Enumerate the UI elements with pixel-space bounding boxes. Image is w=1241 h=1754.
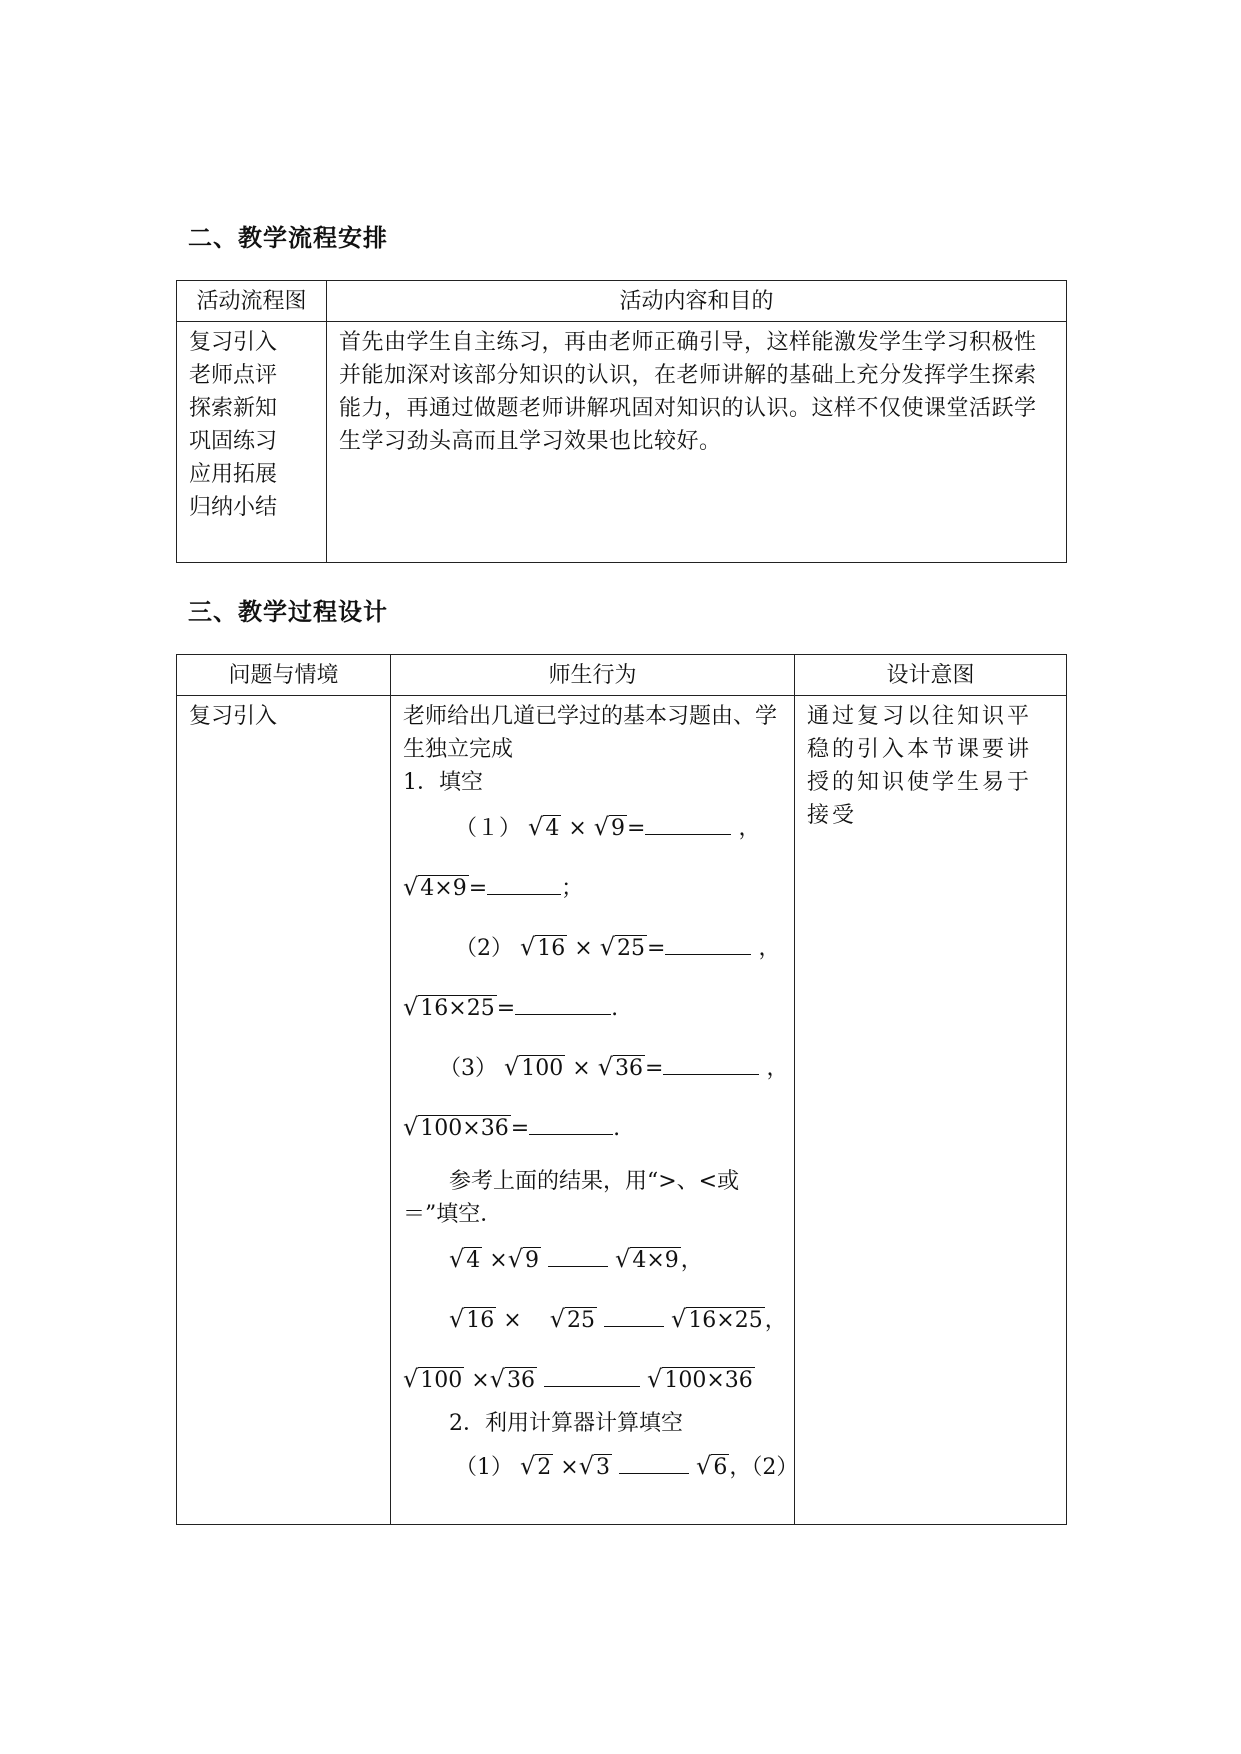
design-intent-cell: 通过复习以往知识平稳的引入本节课要讲授的知识使学生易于接受 <box>795 696 1067 1525</box>
process-col1-header: 问题与情境 <box>177 655 391 696</box>
radicand: 9 <box>525 1248 540 1273</box>
sqrt-expression <box>403 1109 511 1147</box>
section3-heading: 三、教学过程设计 <box>188 598 388 626</box>
radicand: 4 <box>545 816 560 841</box>
sqrt-icon: √ <box>489 1365 506 1393</box>
process-table-header-row <box>177 655 1067 696</box>
sqrt-expression <box>520 1448 553 1486</box>
radicand: 4×9 <box>632 1248 679 1273</box>
sqrt-expression <box>403 869 469 907</box>
sqrt-icon: √ <box>520 933 536 961</box>
sqrt-expression <box>647 1361 755 1399</box>
q1-product-line <box>403 869 782 907</box>
q2-line <box>403 929 782 967</box>
flow-steps-cell <box>177 322 327 563</box>
times-sign: × <box>489 1248 508 1273</box>
times-sign: × <box>560 1455 579 1480</box>
sqrt-expression <box>579 1448 612 1486</box>
compare-instruction: 参考上面的结果，用“>、<或＝”填空． <box>403 1169 740 1227</box>
answer-blank[interactable] <box>663 1056 759 1075</box>
compare-line-1 <box>403 1241 782 1279</box>
end-mark: . <box>611 996 619 1021</box>
flow-step: 应用拓展 <box>189 462 278 487</box>
equals-sign: = <box>645 1056 664 1081</box>
sqrt-expression <box>696 1448 729 1486</box>
compare-blank[interactable] <box>544 1368 640 1387</box>
sqrt-icon: √ <box>597 1053 614 1081</box>
equals-sign: = <box>627 816 646 841</box>
q2-product-line <box>403 989 782 1027</box>
sqrt-icon: √ <box>647 1365 663 1393</box>
radicand: 100×36 <box>420 1116 509 1141</box>
section2-heading: 二、教学流程安排 <box>188 224 388 252</box>
flow-description-cell: 首先由学生自主练习，再由老师正确引导，这样能激发学生学习积极性并能加深对该部分知识的认识，在老师讲解的基础上充分发挥学生探索能力，再通过做题老师讲解巩固对知识的认识。这样不仅使课堂活跃学生学习劲头高而且学习效果也比较好。 <box>327 322 1067 563</box>
radicand: 25 <box>567 1308 596 1333</box>
calc-line <box>403 1448 799 1486</box>
radicand: 100 <box>420 1368 463 1393</box>
equals-sign: = <box>468 876 488 901</box>
compare-line-2 <box>403 1301 787 1339</box>
sqrt-icon: √ <box>615 1245 631 1273</box>
answer-blank[interactable] <box>487 876 561 895</box>
times-sign: × <box>471 1368 490 1393</box>
times-sign: × <box>574 936 593 961</box>
sqrt-icon: √ <box>403 1113 419 1141</box>
radicand: 25 <box>617 936 646 961</box>
item1-label: 1．填空 <box>403 770 483 795</box>
item2-label: 2．利用计算器计算填空 <box>449 1411 683 1436</box>
sqrt-expression <box>449 1301 496 1339</box>
q3-product-line <box>403 1109 782 1147</box>
radicand: 16 <box>466 1308 495 1333</box>
process-col2-header: 师生行为 <box>391 655 795 696</box>
q1-label: （１） <box>455 816 522 841</box>
equals-sign: = <box>510 1116 530 1141</box>
times-sign: × <box>572 1056 591 1081</box>
teacher-student-cell <box>391 696 799 1525</box>
times-sign: × <box>503 1308 522 1333</box>
flow-steps-list <box>189 326 314 524</box>
comma: ， <box>764 1308 787 1333</box>
sqrt-icon: √ <box>403 873 419 901</box>
sqrt-icon: √ <box>403 1365 419 1393</box>
flow-step: 归纳小结 <box>189 495 278 520</box>
equals-sign: = <box>647 936 666 961</box>
separator: ， <box>729 1455 752 1480</box>
radicand: 2 <box>537 1455 552 1480</box>
process-table-body-row <box>177 696 1067 1525</box>
radicand: 3 <box>596 1455 611 1480</box>
sqrt-icon: √ <box>504 1053 520 1081</box>
flow-step: 老师点评 <box>189 363 278 388</box>
sqrt-expression <box>520 929 567 967</box>
flow-table <box>176 280 1067 563</box>
radicand: 4 <box>466 1248 481 1273</box>
q3-line <box>403 1049 789 1087</box>
radicand: 36 <box>615 1056 644 1081</box>
calc-label: （1） <box>455 1455 513 1480</box>
answer-blank[interactable] <box>665 936 751 955</box>
flow-col1-header: 活动流程图 <box>177 281 327 322</box>
radicand: 4×9 <box>420 876 467 901</box>
sqrt-expression <box>600 929 647 967</box>
sqrt-expression <box>594 809 627 847</box>
times-sign: × <box>568 816 587 841</box>
sqrt-expression <box>403 989 497 1027</box>
sqrt-expression <box>615 1241 681 1279</box>
radicand: 100×36 <box>664 1368 753 1393</box>
radicand: 100 <box>521 1056 564 1081</box>
flow-step: 探索新知 <box>189 396 278 421</box>
sqrt-icon: √ <box>449 1305 465 1333</box>
sqrt-icon: √ <box>449 1245 465 1273</box>
compare-blank[interactable] <box>604 1308 664 1327</box>
comma: ， <box>738 816 761 841</box>
sqrt-icon: √ <box>593 813 610 841</box>
radicand: 16×25 <box>420 996 495 1021</box>
flow-table-header-row <box>177 281 1067 322</box>
process-col3-header: 设计意图 <box>795 655 1067 696</box>
sqrt-expression <box>504 1049 565 1087</box>
sqrt-icon: √ <box>507 1245 524 1273</box>
comma: ， <box>680 1248 703 1273</box>
radicand: 36 <box>507 1368 536 1393</box>
sqrt-icon: √ <box>599 933 616 961</box>
comma: ， <box>766 1056 789 1081</box>
flow-step: 巩固练习 <box>189 429 278 454</box>
sqrt-icon: √ <box>520 1452 536 1480</box>
end-mark: . <box>613 1116 621 1141</box>
sqrt-icon: √ <box>671 1305 687 1333</box>
answer-blank[interactable] <box>529 1116 613 1135</box>
q1-line <box>403 809 782 847</box>
sqrt-icon: √ <box>578 1452 595 1480</box>
compare-line-3 <box>403 1361 782 1399</box>
next-label: （2） <box>751 1455 799 1480</box>
comma: ， <box>758 936 781 961</box>
sqrt-expression <box>508 1241 541 1279</box>
sqrt-expression <box>403 1361 464 1399</box>
end-mark: ； <box>561 876 584 901</box>
sqrt-expression <box>598 1049 645 1087</box>
equals-sign: = <box>496 996 516 1021</box>
sqrt-expression <box>449 1241 482 1279</box>
sqrt-icon: √ <box>528 813 544 841</box>
sqrt-expression <box>490 1361 537 1399</box>
flow-col2-header: 活动内容和目的 <box>327 281 1067 322</box>
sqrt-icon: √ <box>403 993 419 1021</box>
radicand: 16 <box>537 936 566 961</box>
answer-blank[interactable] <box>515 996 611 1015</box>
radicand: 6 <box>713 1455 728 1480</box>
radicand: 16×25 <box>688 1308 763 1333</box>
sqrt-expression <box>671 1301 765 1339</box>
sqrt-icon: √ <box>549 1305 566 1333</box>
sqrt-expression <box>550 1301 597 1339</box>
flow-table-body-row <box>177 322 1067 563</box>
sqrt-expression <box>528 809 561 847</box>
situation-cell: 复习引入 <box>177 696 391 1525</box>
radicand: 9 <box>611 816 626 841</box>
sqrt-icon: √ <box>696 1452 712 1480</box>
process-table <box>176 654 1067 1525</box>
flow-step: 复习引入 <box>189 330 278 355</box>
intro-text: 老师给出几道已学过的基本习题由、学生独立完成 <box>403 704 778 762</box>
q2-label: （2） <box>455 936 513 961</box>
compare-blank[interactable] <box>619 1455 689 1474</box>
answer-blank[interactable] <box>645 816 731 835</box>
compare-blank[interactable] <box>548 1248 608 1267</box>
q3-label: （3） <box>439 1056 497 1081</box>
